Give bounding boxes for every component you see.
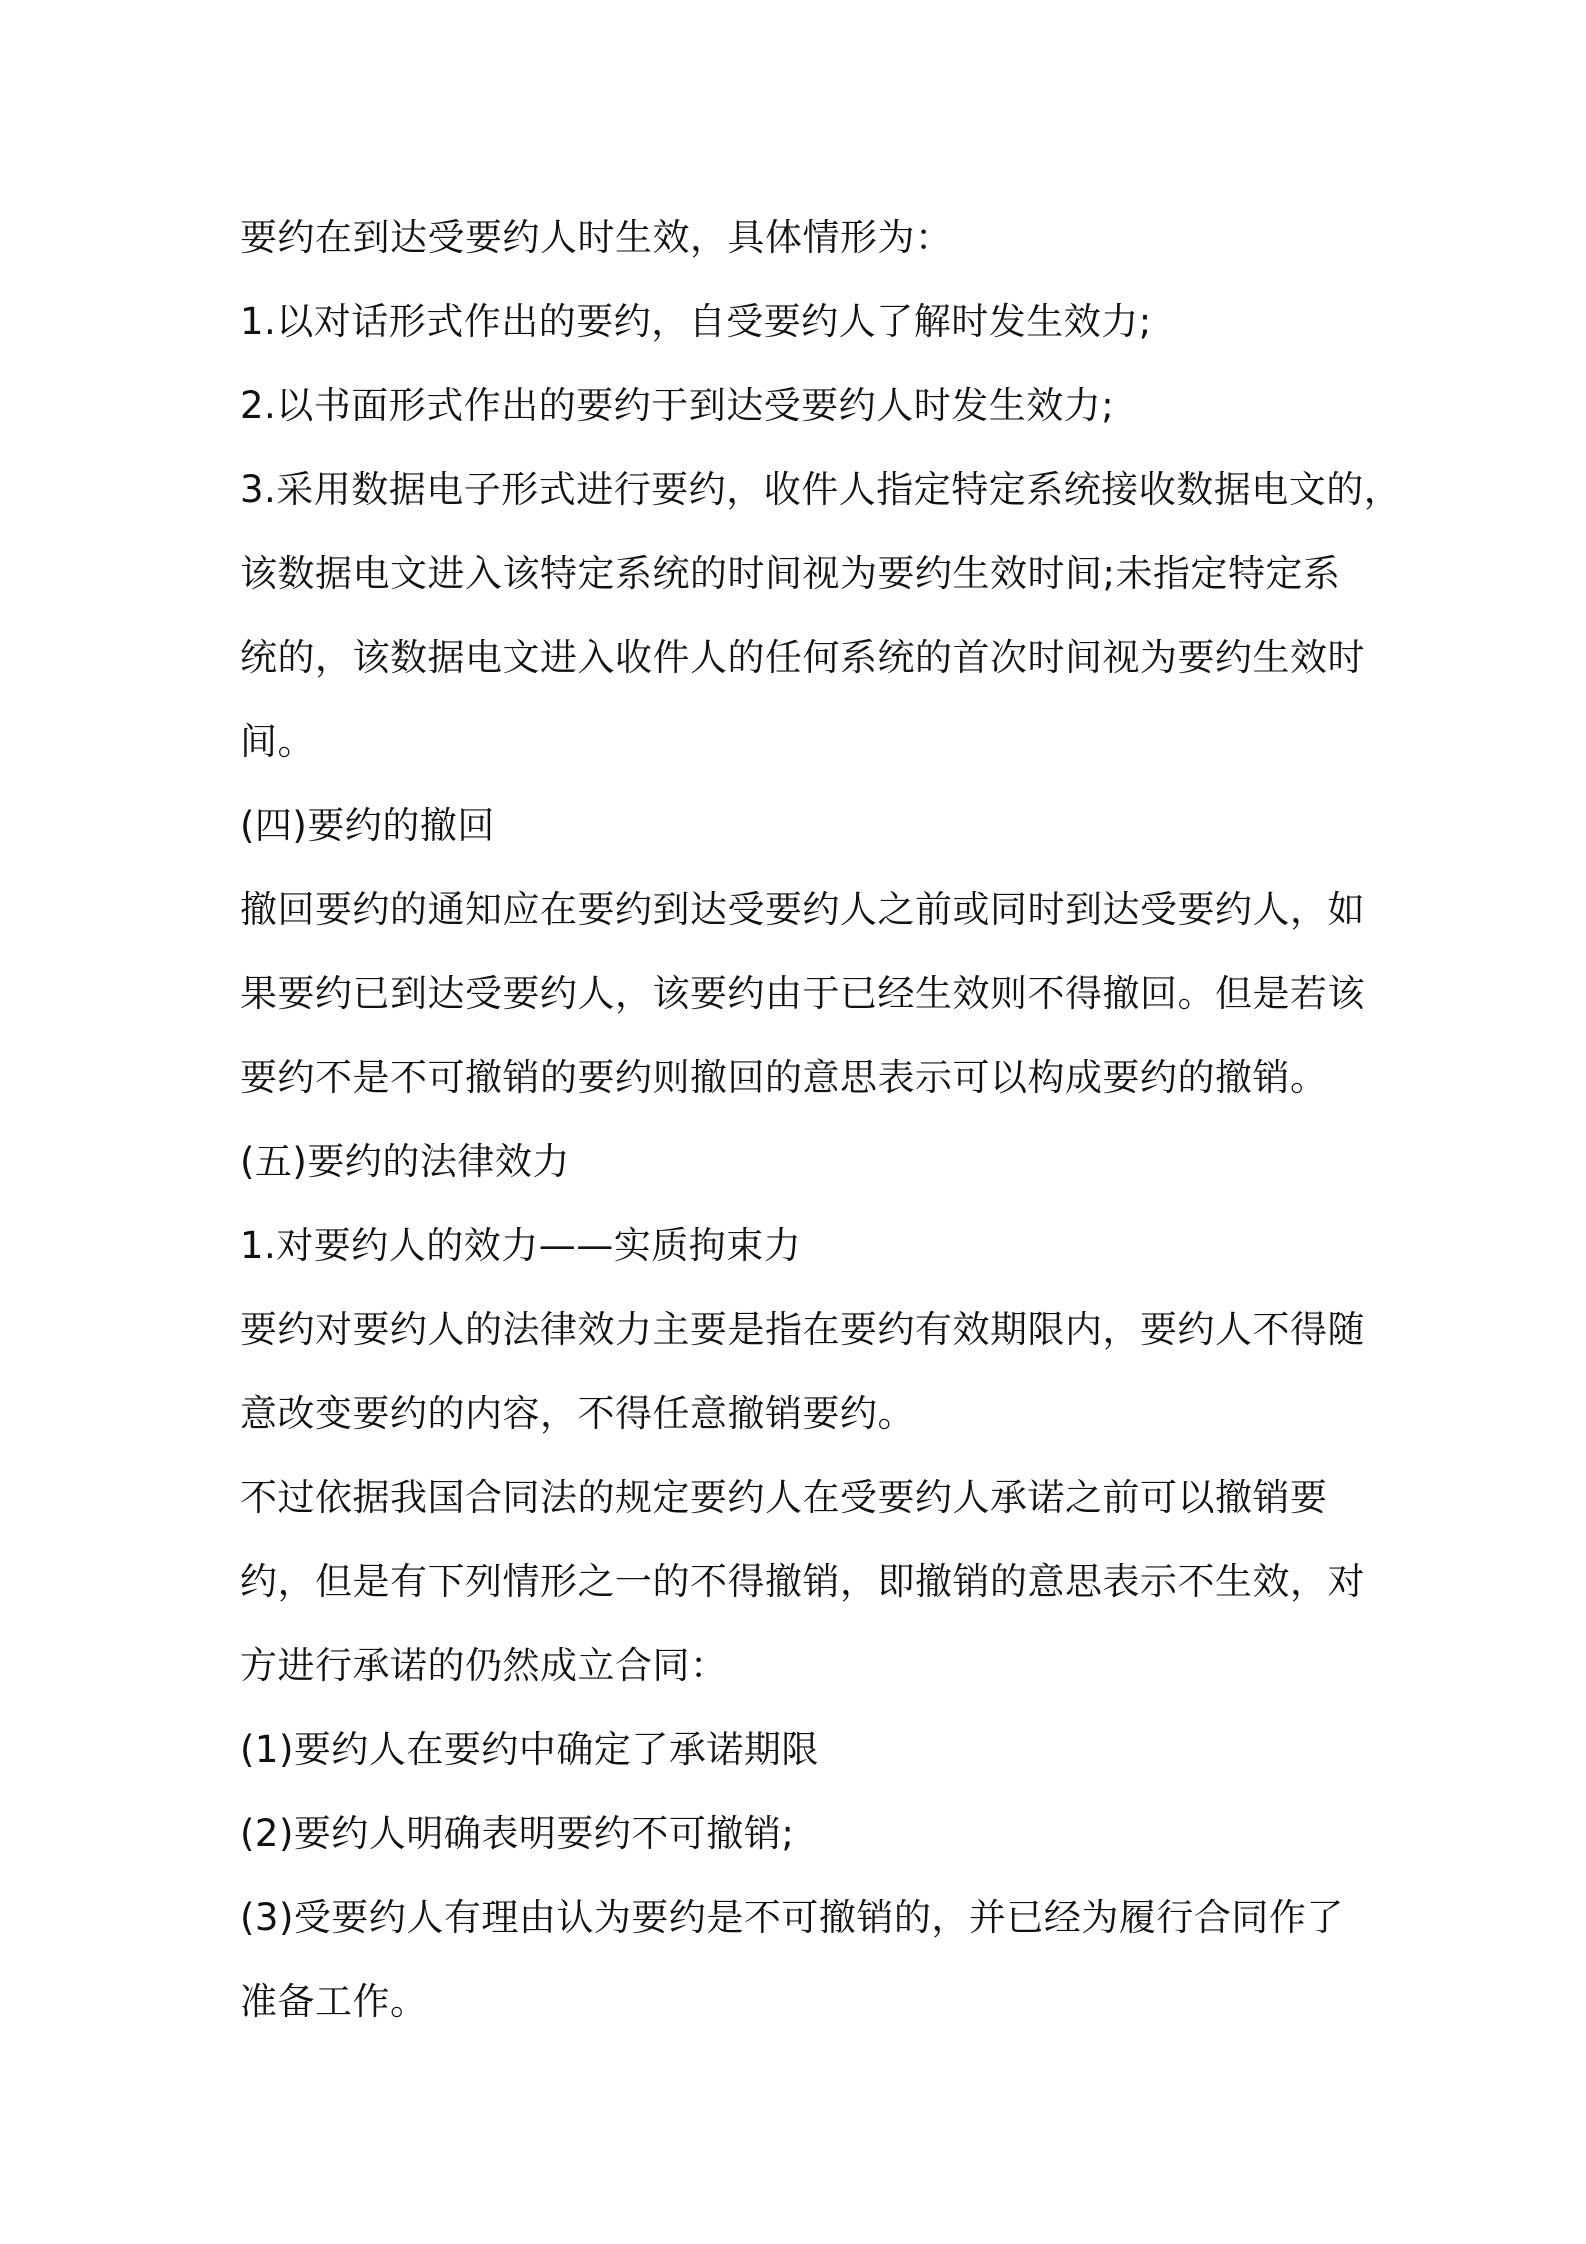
text-line: 要约对要约人的法律效力主要是指在要约有效期限内，要约人不得随: [240, 1308, 1365, 1351]
document-body: [240, 196, 1400, 2044]
text-line: 果要约已到达受要约人，该要约由于已经生效则不得撤回。但是若该: [240, 972, 1365, 1015]
text-line: 要约不是不可撤销的要约则撤回的意思表示可以构成要约的撤销。: [240, 1056, 1328, 1099]
text-line: 意改变要约的内容，不得任意撤销要约。: [240, 1392, 915, 1435]
section-heading: (五)要约的法律效力: [240, 1140, 570, 1183]
text-line: 要约在到达受要约人时生效，具体情形为：: [240, 216, 953, 259]
section-heading: (四)要约的撤回: [240, 804, 495, 847]
list-item: (1)要约人在要约中确定了承诺期限: [240, 1728, 819, 1771]
list-item: (3)受要约人有理由认为要约是不可撤销的，并已经为履行合同作了: [240, 1896, 1344, 1939]
text-line: 撤回要约的通知应在要约到达受要约人之前或同时到达受要约人，如: [240, 888, 1365, 931]
text-line: 3.采用数据电子形式进行要约，收件人指定特定系统接收数据电文的，: [240, 468, 1402, 511]
text-line: 方进行承诺的仍然成立合同：: [240, 1644, 728, 1687]
text-line: 间。: [240, 720, 315, 763]
text-line: 准备工作。: [240, 1980, 428, 2023]
text-line: 2.以书面形式作出的要约于到达受要约人时发生效力;: [240, 384, 1115, 427]
text-line: 统的，该数据电文进入收件人的任何系统的首次时间视为要约生效时: [240, 636, 1365, 679]
subsection-heading: 1.对要约人的效力——实质拘束力: [240, 1224, 802, 1267]
text-line: 该数据电文进入该特定系统的时间视为要约生效时间;未指定特定系: [240, 552, 1341, 595]
text-line: 1.以对话形式作出的要约，自受要约人了解时发生效力;: [240, 300, 1152, 343]
text-line: 不过依据我国合同法的规定要约人在受要约人承诺之前可以撤销要: [240, 1476, 1328, 1519]
text-line: 约，但是有下列情形之一的不得撤销，即撤销的意思表示不生效，对: [240, 1560, 1365, 1603]
list-item: (2)要约人明确表明要约不可撤销;: [240, 1812, 795, 1855]
